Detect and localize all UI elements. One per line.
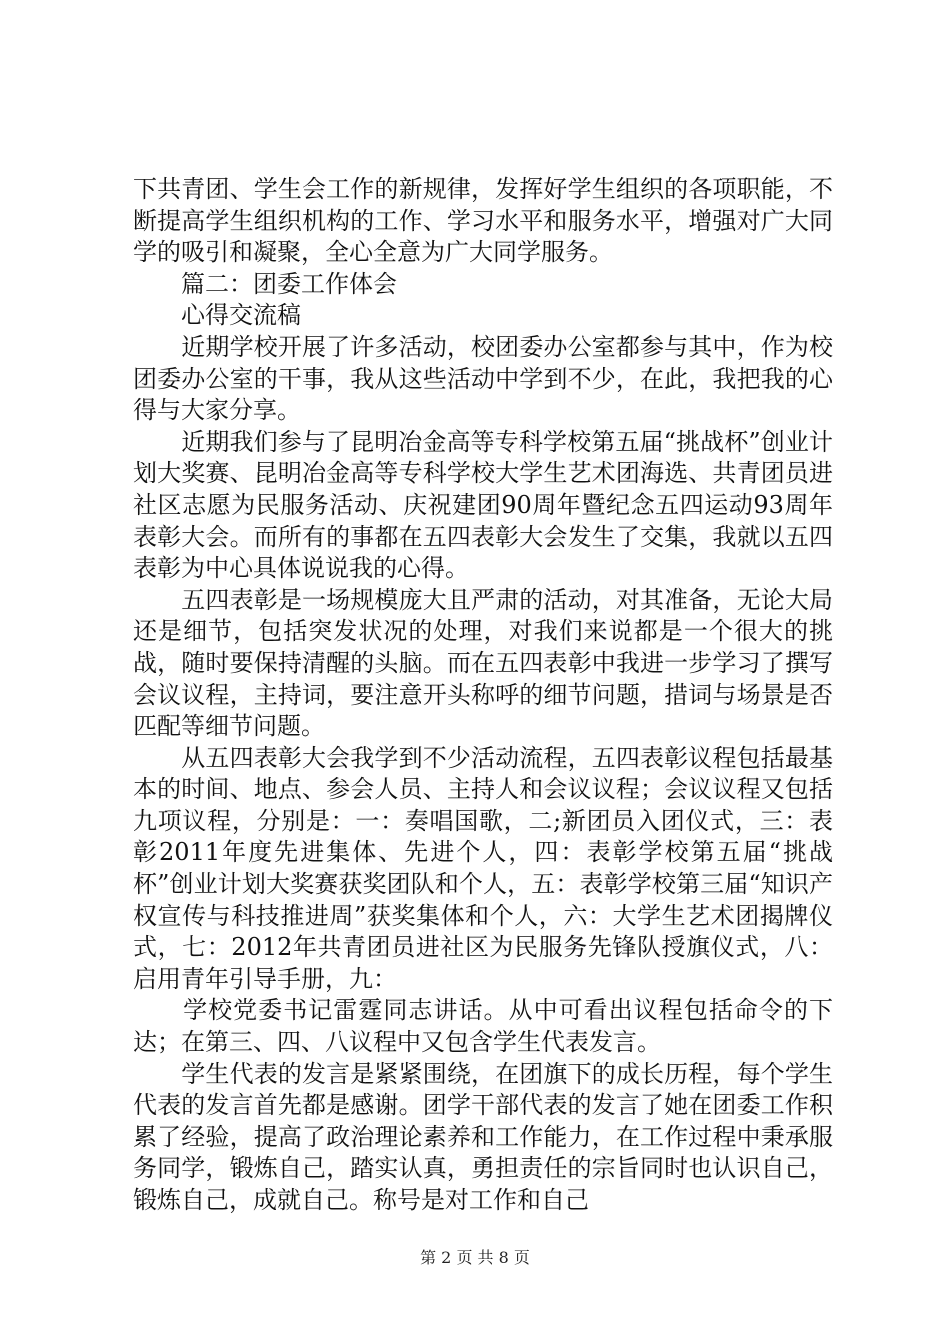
paragraph-1: 下共青团、学生会工作的新规律，发挥好学生组织的各项职能，不断提高学生组织机构的工作、学习水平和服务水平，增强对广大同学的吸引和凝聚，全心全意为广大同学服务。	[133, 175, 833, 267]
paragraph-6: 五四表彰是一场规模庞大且严肃的活动，对其准备，无论大局还是细节，包括突发状况的处理，对我们来说都是一个很大的挑战，随时要保持清醒的头脑。而在五四表彰中我进一步学习了撰写会议议程，主持词，要注意开头称呼的细节问题，措词与场景是否匹配等细节问题。	[133, 585, 833, 741]
paragraph-3-subtitle: 心得交流稿	[133, 301, 301, 330]
paragraph-5: 近期我们参与了昆明冶金高等专科学校第五届“挑战杯”创业计划大奖赛、昆明冶金高等专科学校大学生艺术团海选、共青团员进社区志愿为民服务活动、庆祝建团90周年暨纪念五四运动93周年表彰大会。而所有的事都在五四表彰大会发生了交集，我就以五四表彰为中心具体说说我的心得。	[133, 427, 833, 583]
page-footer: 第 2 页 共 8 页	[420, 1248, 530, 1267]
paragraph-9: 学生代表的发言是紧紧围绕，在团旗下的成长历程，每个学生代表的发言首先都是感谢。团学干部代表的发言了她在团委工作积累了经验，提高了政治理论素养和工作能力，在工作过程中秉承服务同学，锻炼自己，踏实认真，勇担责任的宗旨同时也认识自己，锻炼自己，成就自己。称号是对工作和自己	[133, 1059, 833, 1214]
paragraph-2-section-title: 篇二：团委工作体会	[133, 269, 397, 298]
document-body	[133, 174, 833, 1217]
paragraph-8: 学校党委书记雷霆同志讲话。从中可看出议程包括命令的下达；在第三、四、八议程中又包含学生代表发言。	[133, 996, 833, 1057]
paragraph-7: 从五四表彰大会我学到不少活动流程，五四表彰议程包括最基本的时间、地点、参会人员、主持人和会议议程；会议议程又包括九项议程，分别是：一：奏唱国歌，二;新团员入团仪式，三：表彰2011年度先进集体、先进个人，四：表彰学校第五届“挑战杯”创业计划大奖赛获奖团队和个人，五：表彰学校第三届“知识产权宣传与科技推进周”获奖集体和个人，六：大学生艺术团揭牌仪式，七：2012年共青团员进社区为民服务先锋队授旗仪式，八：启用青年引导手册，九：	[133, 743, 833, 993]
paragraph-4: 近期学校开展了许多活动，校团委办公室都参与其中，作为校团委办公室的干事，我从这些活动中学到不少，在此，我把我的心得与大家分享。	[133, 332, 833, 425]
